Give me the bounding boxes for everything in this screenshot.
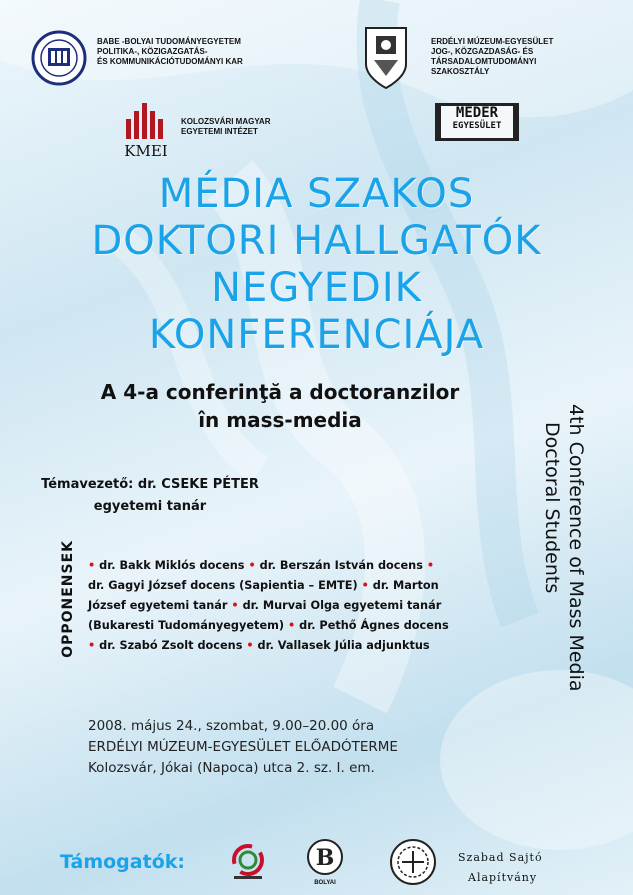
opponents-line	[88, 636, 503, 656]
bbu-seal-logo	[31, 30, 87, 86]
eme-text-line: SZAKOSZTÁLY	[431, 67, 490, 76]
supervisor-title: egyetemi tanár	[93, 499, 207, 514]
bullet-icon: •	[88, 559, 96, 572]
sajto-line: Alapítvány	[468, 871, 538, 884]
bolyai-sponsor-logo	[303, 838, 347, 888]
supervisor-name: Témavezető: dr. CSEKE PÉTER	[41, 477, 259, 492]
bullet-icon: •	[287, 619, 296, 632]
bbu-text-line: ÉS KOMMUNIKÁCIÓTUDOMÁNYI KAR	[97, 57, 243, 66]
bullet-icon: •	[426, 559, 435, 572]
bullet-icon: •	[248, 559, 256, 572]
opponent-name: (Bukaresti Tudományegyetem)	[88, 619, 285, 632]
opponents-label: OPPONENSEK	[60, 540, 76, 658]
eme-text-line: JOG-, KÖZGAZDASÁG- ÉS	[431, 47, 534, 56]
sajto-line: Szabad Sajtó	[458, 851, 543, 864]
opponents-line	[88, 616, 503, 636]
eme-text-line: TÁRSADALOMTUDOMÁNYI	[431, 57, 537, 66]
event-details	[88, 716, 528, 779]
event-date: 2008. május 24., szombat, 9.00–20.00 óra	[88, 718, 375, 734]
main-title-line: MÉDIA SZAKOS	[158, 171, 475, 217]
english-vertical-title	[541, 404, 588, 692]
event-address: Kolozsvár, Jókai (Napoca) utca 2. sz. I. em.	[88, 760, 375, 776]
opponent-name: dr. Marton	[372, 579, 439, 592]
meder-logo-top: MEDER	[455, 105, 499, 121]
kmei-text-line: KOLOZSVÁRI MAGYAR	[181, 117, 271, 126]
main-title-line: NEGYEDIK	[211, 265, 422, 311]
bbu-text-line: POLITIKA-, KÖZIGAZGATÁS-	[97, 47, 208, 56]
kmei-logo	[120, 101, 172, 160]
romanian-subtitle	[70, 378, 490, 434]
supervisor-block	[20, 474, 280, 518]
opponent-name: dr. Szabó Zsolt docens	[99, 639, 243, 652]
sponsors-label: Támogatók:	[60, 851, 185, 873]
main-title-line: KONFERENCIÁJA	[148, 312, 485, 358]
opponent-name: József egyetemi tanár	[88, 599, 228, 612]
meder-logo-bottom: EGYESÜLET	[452, 121, 502, 131]
kmei-institution-text	[181, 117, 321, 137]
kmei-text-line: EGYETEMI INTÉZET	[181, 127, 258, 136]
opponents-line	[88, 556, 503, 576]
english-title-line: 4th Conference of Mass Media	[565, 404, 587, 692]
sponsor-ring-logo	[228, 842, 268, 882]
meder-logo	[435, 103, 519, 141]
romanian-subtitle-line: A 4-a conferinţă a doctoranzilor	[100, 380, 460, 404]
eme-institution-text	[431, 37, 621, 77]
bullet-icon: •	[361, 579, 369, 592]
bbu-text-line: BABE -BOLYAI TUDOMÁNYEGYETEM	[97, 37, 241, 46]
english-title-line: Doctoral Students	[541, 422, 563, 594]
bullet-icon: •	[246, 639, 254, 652]
bullet-icon: •	[88, 639, 96, 652]
event-venue: ERDÉLYI MÚZEUM-EGYESÜLET ELŐADÓTERME	[88, 739, 398, 755]
szabad-sajto-logo-text	[458, 848, 543, 888]
opponents-line	[88, 596, 503, 616]
kmei-logo-text: KMEI	[124, 142, 168, 160]
bolyai-label: BOLYAI	[314, 880, 336, 886]
eme-crest-logo	[356, 20, 416, 92]
main-title-line: DOKTORI HALLGATÓK	[91, 218, 542, 264]
opponents-line	[88, 576, 503, 596]
opponent-name: dr. Berszán István docens	[259, 559, 423, 572]
bullet-icon: •	[231, 599, 239, 612]
opponent-name: dr. Gagyi József docens (Sapientia – EMTE)	[88, 579, 358, 592]
svg-text:B: B	[315, 845, 335, 871]
opponents-list	[88, 556, 503, 656]
romanian-subtitle-line: în mass-media	[198, 408, 362, 432]
eme-text-line: ERDÉLYI MÚZEUM-EGYESÜLET	[431, 37, 554, 46]
bbu-institution-text	[97, 37, 277, 67]
opponent-name: dr. Bakk Miklós docens	[99, 559, 245, 572]
opponent-name: dr. Murvai Olga egyetemi tanár	[242, 599, 442, 612]
sponsor-seal-logo	[388, 836, 438, 888]
opponent-name: dr. Pethő Ágnes docens	[299, 619, 449, 632]
opponent-name: dr. Vallasek Júlia adjunktus	[257, 639, 430, 652]
